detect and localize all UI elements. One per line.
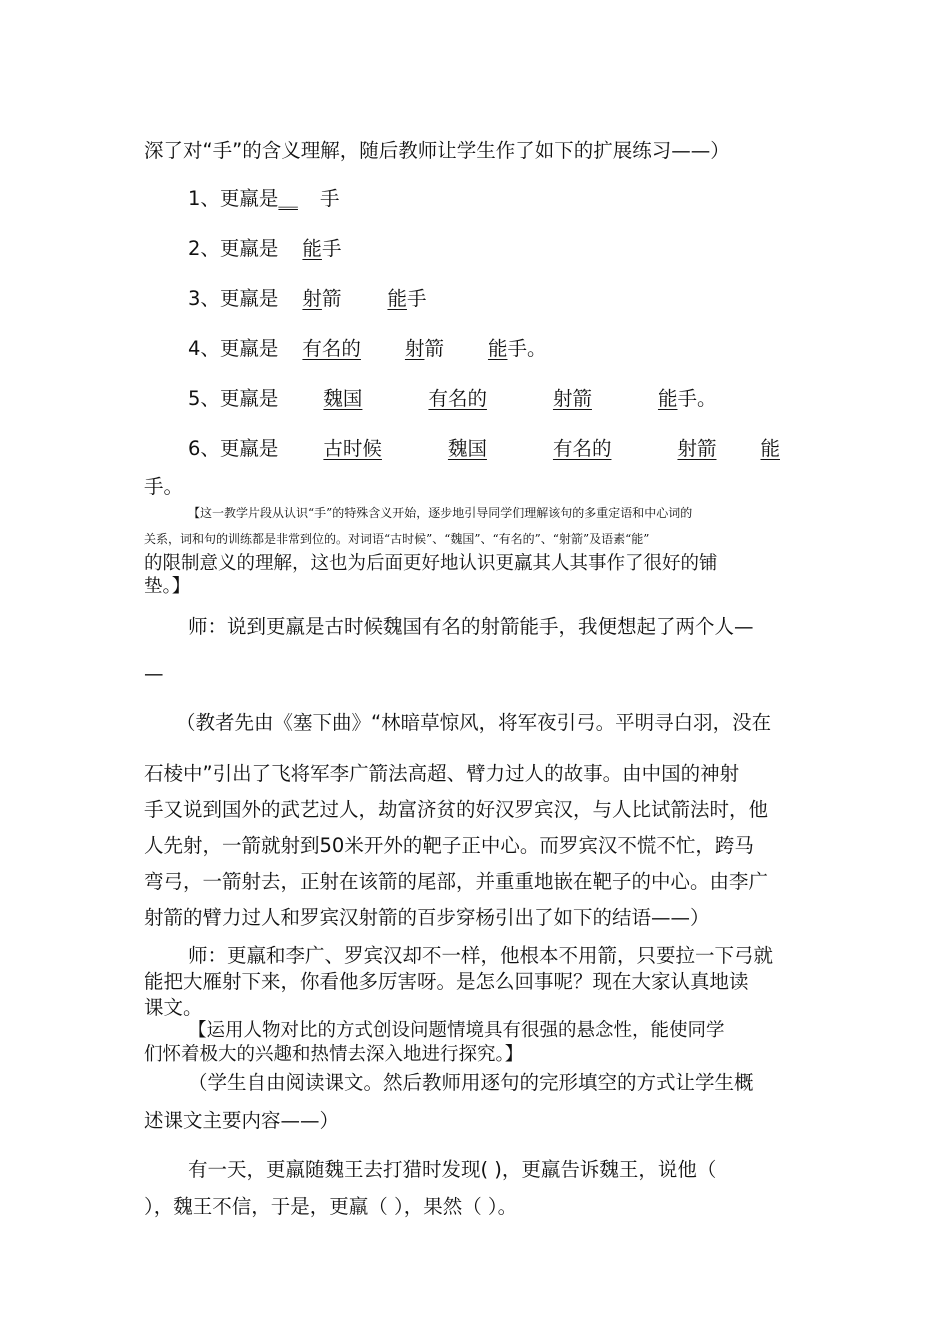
story-line-1: （教者先由《塞下曲》“林暗草惊风，将军夜引弓。平明寻白羽，没在 xyxy=(176,711,772,734)
exercise-2-number: 2、更羸是 xyxy=(188,237,279,260)
exercise-1 xyxy=(188,187,339,211)
exercise-1-blank: ＿ xyxy=(278,187,298,210)
exercise-4-number: 4、更羸是 xyxy=(188,337,279,360)
exercise-5-number: 5、更羸是 xyxy=(188,387,279,410)
exercise-2 xyxy=(188,237,341,261)
story-line-4: 人先射，一箭就射到50米开外的靶子正中心。而罗宾汉不慌不忙，跨马 xyxy=(144,834,754,857)
comment-1-line-3: 的限制意义的理解，这也为后面更好地认识更羸其人其事作了很好的铺 xyxy=(144,553,718,574)
story-line-5: 弯弓，一箭射去，正射在该箭的尾部，并重重地嵌在靶子的中心。由李广 xyxy=(144,870,769,893)
story-line-3: 手又说到国外的武艺过人，劫富济贫的好汉罗宾汉，与人比试箭法时，他 xyxy=(144,798,769,821)
exercise-3-word-1: 射 xyxy=(302,287,322,310)
exercise-3-number: 3、更羸是 xyxy=(188,287,279,310)
teacher-2-line-3: 课文。 xyxy=(144,996,203,1019)
reading-line-2: 述课文主要内容——） xyxy=(144,1109,340,1132)
story-line-2: 石棱中”引出了飞将军李广箭法高超、臂力过人的故事。由中国的神射 xyxy=(144,762,740,785)
exercise-2-word-1: 能 xyxy=(302,237,322,260)
exercise-4-text-2: 箭 xyxy=(424,337,444,360)
exercise-4 xyxy=(188,337,547,361)
exercise-4-word-1: 有名的 xyxy=(302,337,361,360)
exercise-5-word-4: 能 xyxy=(657,387,678,410)
comment-1-line-2: 关系，词和句的训练都是非常到位的。对词语“古时候”、“魏国”、“有名的”、“射箭”及语素“能” xyxy=(144,532,650,546)
exercise-6-word-5: 能 xyxy=(760,437,780,460)
comment-2-line-2: 们怀着极大的兴趣和热情去深入地进行探究。】 xyxy=(144,1044,524,1065)
comment-2-line-1: 【运用人物对比的方式创设问题情境具有很强的悬念性，能使同学 xyxy=(188,1020,725,1041)
teacher-2-line-2: 能把大雁射下来，你看他多厉害呀。是怎么回事呢？现在大家认真地读 xyxy=(144,970,749,993)
comment-1-line-4: 垫。】 xyxy=(144,576,191,597)
exercise-3 xyxy=(188,287,426,311)
fill-blank-line-1: 有一天，更羸随魏王去打猎时发现( )，更羸告诉魏王，说他（ xyxy=(188,1158,717,1181)
intro-paragraph: 深了对“手”的含义理解，随后教师让学生作了如下的扩展练习——） xyxy=(144,139,730,162)
exercise-5-word-1: 魏国 xyxy=(323,387,363,410)
exercise-6-tail: 手。 xyxy=(144,475,184,498)
comment-1-line-1: 【这一教学片段从认识“手”的特殊含义开始，逐步地引导同学们理解该句的多重定语和中心词的 xyxy=(188,506,693,520)
exercise-5-tail: 手。 xyxy=(677,387,717,410)
exercise-6-word-3: 有名的 xyxy=(552,437,612,460)
fill-blank-line-2: ），魏王不信，于是，更羸（ ），果然（ ）。 xyxy=(144,1195,518,1218)
exercise-6 xyxy=(188,437,780,461)
exercise-6-word-4: 射箭 xyxy=(677,437,717,460)
exercise-6-number: 6、更羸是 xyxy=(188,437,279,460)
exercise-4-word-3: 能 xyxy=(487,337,508,360)
exercise-1-tail: 手 xyxy=(319,187,340,210)
exercise-4-word-2: 射 xyxy=(404,337,425,360)
exercise-5-word-3: 射箭 xyxy=(552,387,592,410)
exercise-3-word-2: 能 xyxy=(387,287,407,310)
exercise-3-text-1: 箭 xyxy=(321,287,342,310)
reading-line-1: （学生自由阅读课文。然后教师用逐句的完形填空的方式让学生概 xyxy=(188,1071,754,1094)
teacher-2-line-1: 师：更羸和李广、罗宾汉却不一样，他根本不用箭，只要拉一下弓就 xyxy=(188,944,774,967)
teacher-1-line-1: 师：说到更羸是古时候魏国有名的射箭能手，我便想起了两个人— xyxy=(188,615,754,638)
exercise-5 xyxy=(188,387,717,411)
exercise-1-number: 1、更羸是 xyxy=(188,187,279,210)
exercise-5-word-2: 有名的 xyxy=(428,387,487,410)
exercise-2-tail: 手 xyxy=(321,237,342,260)
teacher-1-line-2: — xyxy=(144,662,164,685)
exercise-4-tail: 手。 xyxy=(507,337,547,360)
story-line-6: 射箭的臂力过人和罗宾汉射箭的百步穿杨引出了如下的结语——） xyxy=(144,906,710,929)
exercise-6-word-2: 魏国 xyxy=(447,437,487,460)
exercise-3-tail: 手 xyxy=(406,287,427,310)
exercise-6-word-1: 古时候 xyxy=(323,437,382,460)
